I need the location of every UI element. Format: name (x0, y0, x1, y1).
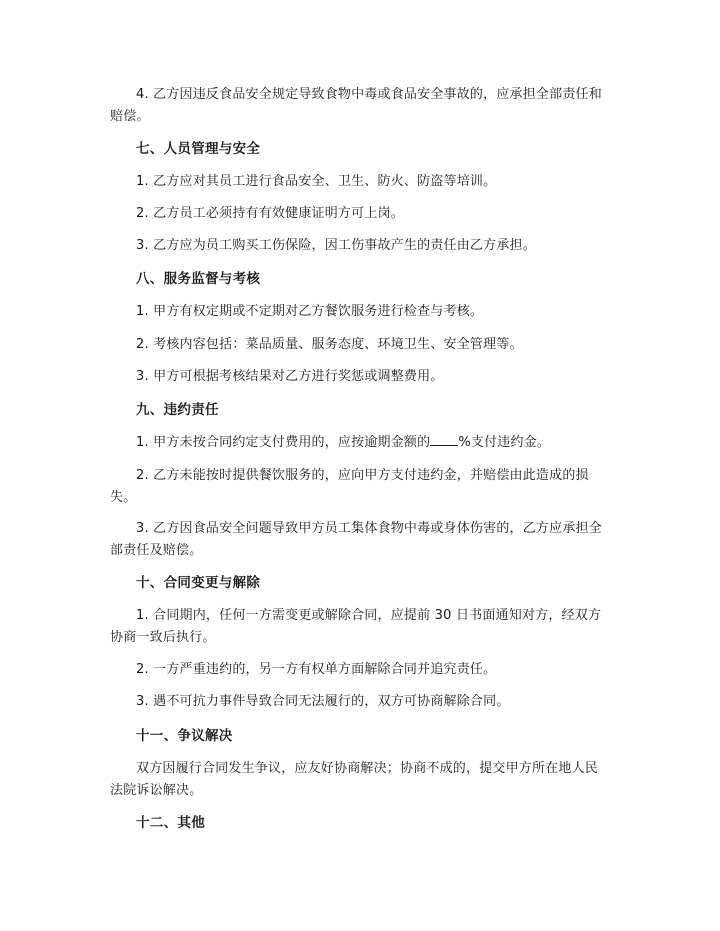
clause-7-2: 2. 乙方员工必须持有有效健康证明方可上岗。 (136, 206, 404, 221)
clause-10-2: 2. 一方严重违约的，另一方有权单方面解除合同并追究责任。 (136, 662, 497, 677)
clause-7-1: 1. 乙方应对其员工进行食品安全、卫生、防火、防盗等培训。 (136, 174, 497, 189)
clause-10-1: 1. 合同期内，任何一方需变更或解除合同，应提前 30 日书面通知对方，经双方协商一致后执行。 (110, 608, 602, 645)
clause-8-2: 2. 考核内容包括：菜品质量、服务态度、环境卫生、安全管理等。 (136, 337, 523, 352)
rate-blank-field (430, 433, 458, 446)
section-heading-8: 八、服务监督与考核 (136, 271, 261, 287)
clause-11: 双方因履行合同发生争议，应友好协商解决；协商不成的，提交甲方所在地人民法院诉讼解决。 (110, 761, 599, 798)
section-heading-12: 十二、其他 (136, 815, 205, 831)
section-heading-10: 十、合同变更与解除 (136, 575, 261, 591)
clause-8-1: 1. 甲方有权定期或不定期对乙方餐饮服务进行检查与考核。 (136, 304, 484, 319)
clause-6-4: 4. 乙方因违反食品安全规定导致食物中毒或食品安全事故的，应承担全部责任和赔偿。 (110, 87, 602, 124)
clause-9-2: 2. 乙方未能按时提供餐饮服务的，应向甲方支付违约金，并赔偿由此造成的损失。 (110, 468, 589, 505)
clause-8-3: 3. 甲方可根据考核结果对乙方进行奖惩或调整费用。 (136, 369, 444, 384)
clause-9-1 (110, 432, 610, 454)
clause-7-3: 3. 乙方应为员工购买工伤保险，因工伤事故产生的责任由乙方承担。 (136, 238, 536, 253)
section-heading-7: 七、人员管理与安全 (136, 141, 261, 157)
clause-9-1-text-start: 1. 甲方未按合同约定支付费用的，应按逾期金额的 (136, 435, 431, 450)
section-heading-11: 十一、争议解决 (136, 728, 233, 744)
clause-9-3: 3. 乙方因食品安全问题导致甲方员工集体食物中毒或身体伤害的，乙方应承担全部责任及赔偿。 (110, 521, 602, 558)
clause-10-3: 3. 遇不可抗力事件导致合同无法履行的，双方可协商解除合同。 (136, 694, 510, 709)
clause-9-1-text-end: %支付违约金。 (458, 435, 551, 450)
section-heading-9: 九、违约责任 (136, 402, 219, 418)
